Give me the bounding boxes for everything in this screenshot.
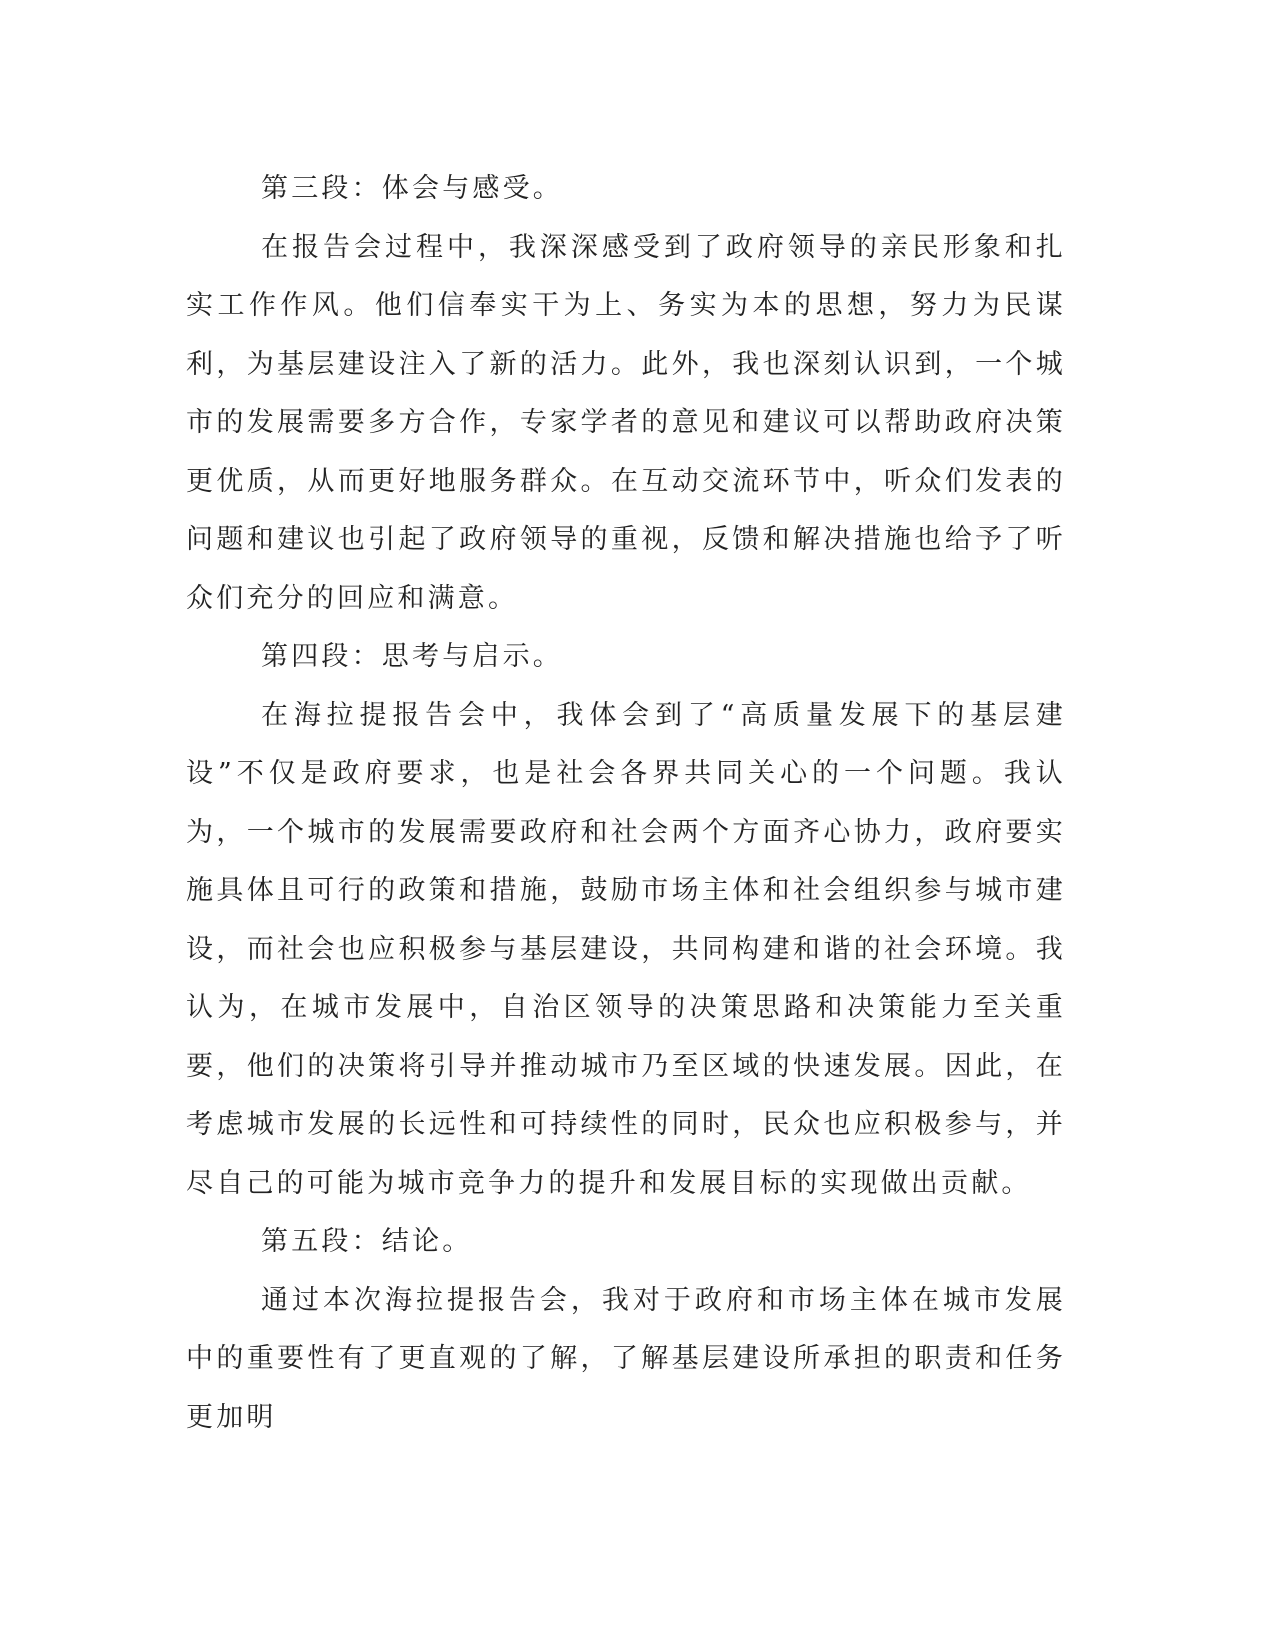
section-heading-4: 第四段：思考与启示。 [261,641,563,672]
section-heading-5: 第五段：结论。 [261,1226,473,1257]
document-body [186,160,1066,1447]
section-paragraph-5: 通过本次海拉提报告会，我对于政府和市场主体在城市发展中的重要性有了更直观的了解，了解基层建设所承担的职责和任务更加明 [186,1284,1066,1433]
section-paragraph-3: 在报告会过程中，我深深感受到了政府领导的亲民形象和扎实工作作风。他们信奉实干为上、务实为本的思想，努力为民谋利，为基层建设注入了新的活力。此外，我也深刻认识到，一个城市的发展需要多方合作，专家学者的意见和建议可以帮助政府决策更优质，从而更好地服务群众。在互动交流环节中，听众们发表的问题和建议也引起了政府领导的重视，反馈和解决措施也给予了听众们充分的回应和满意。 [186,231,1066,614]
section-heading-3: 第三段：体会与感受。 [261,173,563,204]
section-paragraph-4: 在海拉提报告会中，我体会到了“高质量发展下的基层建设”不仅是政府要求，也是社会各界共同关心的一个问题。我认为，一个城市的发展需要政府和社会两个方面齐心协力，政府要实施具体且可行的政策和措施，鼓励市场主体和社会组织参与城市建设，而社会也应积极参与基层建设，共同构建和谐的社会环境。我认为，在城市发展中，自治区领导的决策思路和决策能力至关重要，他们的决策将引导并推动城市乃至区域的快速发展。因此，在考虑城市发展的长远性和可持续性的同时，民众也应积极参与，并尽自己的可能为城市竞争力的提升和发展目标的实现做出贡献。 [186,699,1066,1199]
